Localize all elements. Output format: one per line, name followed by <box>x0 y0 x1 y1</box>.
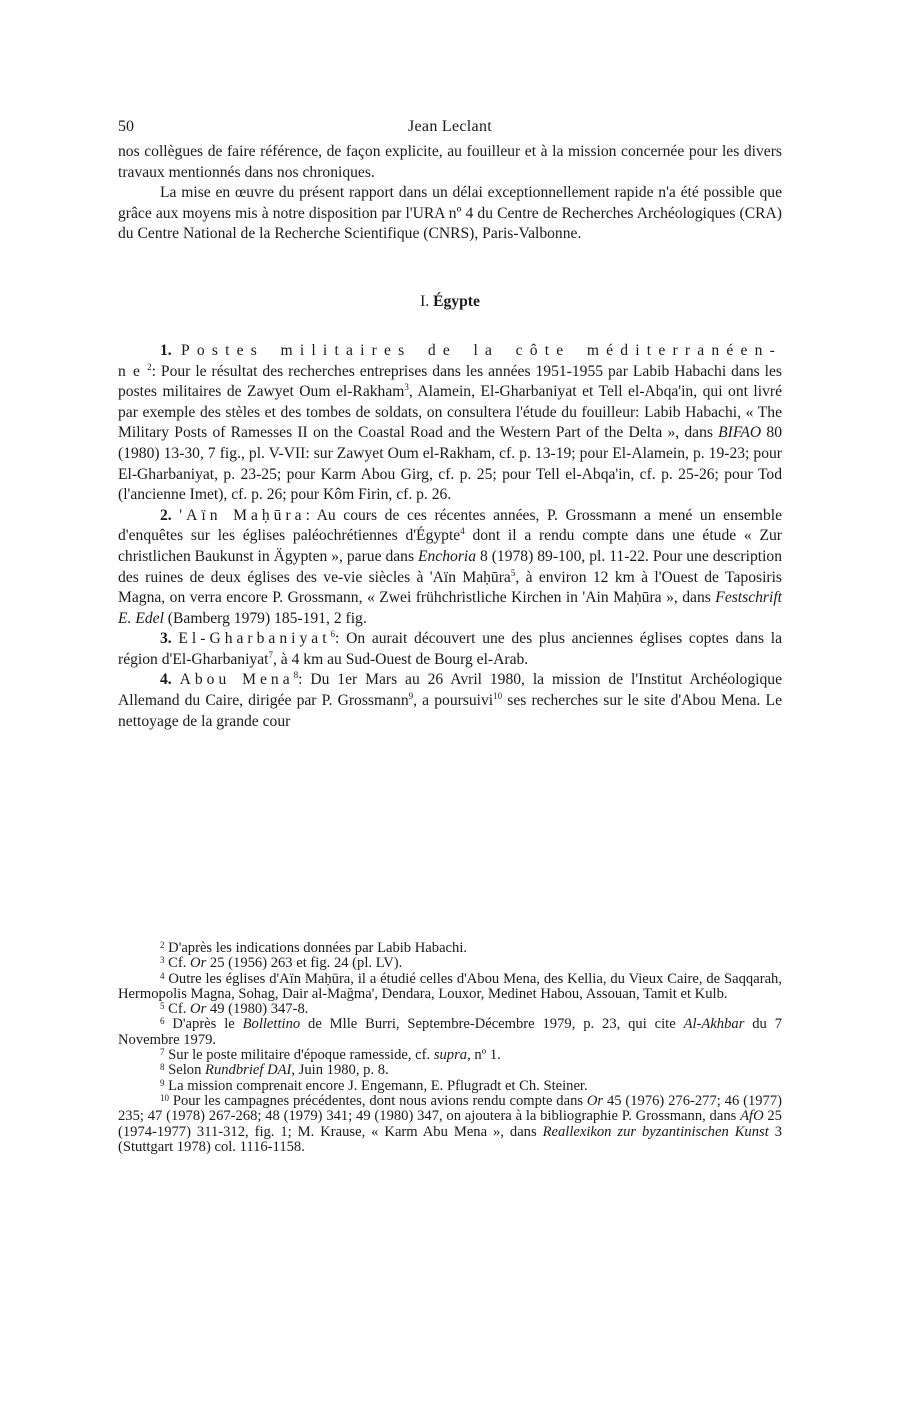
entry-1 <box>118 341 782 506</box>
footnote-number: 10 <box>160 1092 169 1103</box>
latin-term: supra <box>433 1047 468 1064</box>
journal-title: BIFAO <box>718 424 762 442</box>
entry-heading: Abou Mena <box>179 671 294 689</box>
footnote-ref: 2 <box>147 361 152 372</box>
footnote-5 <box>118 1002 782 1017</box>
entry-text: , a poursuivi <box>413 692 494 710</box>
footnote-number: 3 <box>160 955 165 966</box>
entry-number: 4. <box>160 671 172 689</box>
footnote-text: Selon <box>168 1062 206 1079</box>
footnote-6 <box>118 1017 782 1048</box>
entry-3 <box>118 629 782 670</box>
entry-number: 2. <box>160 506 172 524</box>
section-title: Égypte <box>433 292 480 310</box>
entry-text: (Bamberg 1979) 185-191, 2 fig. <box>163 609 367 627</box>
footnote-ref: 5 <box>510 567 516 578</box>
footnote-text: Sur le poste militaire d'époque ramesside, cf. <box>168 1047 434 1064</box>
footnote-text: 25 (1974-1977) 311-312, fig. 1; M. Krause, « Karm Abu Mena », dans <box>118 1108 782 1140</box>
entry-text: : Du 1er Mars au 26 Avril 1980, la mission de l'Institut Archéologique Allemand du Caire, dirigée par P. Grossmann <box>118 671 782 710</box>
footnote-number: 4 <box>160 970 165 981</box>
footnote-ref: 10 <box>493 691 503 702</box>
journal-title: Bollettino <box>242 1016 301 1033</box>
footnote-text: D'après les indications données par Labib Habachi. <box>168 940 468 956</box>
page-number: 50 <box>118 118 134 135</box>
footnote-text: , Juin 1980, p. 8. <box>291 1062 389 1079</box>
footnote-text: du 7 Novembre 1979. <box>118 1016 782 1048</box>
footnote-4 <box>118 972 782 1003</box>
footnote-text: , nº 1. <box>467 1047 501 1064</box>
footnote-number: 5 <box>160 1001 165 1012</box>
section-heading <box>118 293 782 311</box>
footnote-number: 9 <box>160 1077 165 1088</box>
footnote-ref: 3 <box>404 382 409 393</box>
footnote-text: Pour les campagnes précédentes, dont nous avions rendu compte dans <box>172 1092 587 1109</box>
footnotes <box>118 941 782 1155</box>
entry-text: 80 (1980) 13-30, 7 fig., pl. V-VII: sur Zawyet Oum el-Rakham, cf. p. 13-19; pour El-Alamein, p. 19-23; pour El-Gharbaniyat, p. 23-25; pour Karm Abou Girg, cf. p. 25; pour Tell el-Abqa'in, cf. p. 25-26; pour Tod (l'ancienne Imet), cf. p. 26; pour Kôm Firin, cf. p. 26. <box>118 424 782 504</box>
entry-text: : Au cours de ces récentes années, P. Grossmann a mené un ensemble d'enquêtes sur les églises paléochrétiennes d'Égypte <box>118 506 782 545</box>
running-head: Jean Leclant <box>408 118 492 135</box>
entry-heading-cont: ne <box>118 362 148 380</box>
footnote-text: D'après le <box>172 1016 243 1033</box>
journal-title: AfO <box>740 1108 764 1125</box>
footnote-text: Cf. <box>168 955 191 972</box>
intro-paragraph-1: nos collègues de faire référence, de façon explicite, au fouilleur et à la mission concernée pour les divers travaux mentionnés dans nos chroniques. <box>118 143 782 181</box>
page-header <box>118 112 782 142</box>
journal-title: Al-Akhbar <box>683 1016 745 1033</box>
footnote-ref: 6 <box>330 629 336 640</box>
entry-2 <box>118 506 782 630</box>
footnote-10 <box>118 1094 782 1155</box>
journal-title: Or <box>190 1001 207 1018</box>
entry-4 <box>118 670 782 732</box>
footnote-ref: 9 <box>408 691 414 702</box>
book-title: Reallexikon zur byzantinischen Kunst <box>542 1123 769 1140</box>
journal-title: Or <box>190 955 207 972</box>
entry-heading: 'Aïn Maḥūra <box>179 506 306 524</box>
footnote-text: La mission comprenait encore J. Engemann, E. Pflugradt et Ch. Steiner. <box>168 1077 588 1094</box>
journal-title: Rundbrief DAI <box>205 1062 292 1079</box>
entry-number: 3. <box>160 630 172 648</box>
footnote-9 <box>118 1079 782 1094</box>
footnote-text: Cf. <box>168 1001 191 1018</box>
entry-text: dont il a rendu compte dans une étude « Zur christlichen Baukunst in Ägypten », parue dans <box>118 527 782 565</box>
intro-paragraph-2: La mise en œuvre du présent rapport dans un délai exceptionnellement rapide n'a été possible que grâce aux moyens mis à notre disposition par l'URA nº 4 du Centre de Recherches Archéologiques (CRA) du Centre National de la Recherche Scientifique (CNRS), Paris-Valbonne. <box>118 184 782 243</box>
footnote-3 <box>118 956 782 971</box>
footnote-2 <box>118 941 782 956</box>
footnote-text: de Mlle Burri, Septembre-Décembre 1979, p. 23, qui cite <box>300 1016 684 1033</box>
footnote-number: 7 <box>160 1047 165 1058</box>
entry-text: , à 4 km au Sud-Ouest de Bourg el-Arab. <box>272 650 529 668</box>
section-numeral: I. <box>420 292 430 310</box>
entry-text: , à environ 12 km à l'Ouest de Taposiris Magna, on verra encore P. Grossmann, « Zwei frühchristliche Kirchen in 'Ain Maḥūra », dans <box>118 568 782 607</box>
footnote-number: 6 <box>160 1016 165 1027</box>
entry-text: , Alamein, El-Gharbaniyat et Tell el-Abqa'in, qui ont livré par exemple des stèles et des tombes de soldats, on consultera l'étude du fouilleur: Labib Habachi, « The Military Posts of Ramesses II on the Coastal Road and the Western Part of the Delta », dans <box>118 383 783 442</box>
entry-text: : On aurait découvert une des plus anciennes églises coptes dans la région d'El-Gharbaniyat <box>118 630 782 668</box>
entry-text: 8 (1978) 89-100, pl. 11-22. Pour une description des ruines de deux églises des ve-vie siècles à 'Aïn Maḥūra <box>118 547 782 586</box>
entry-heading: Postes militaires de la côte méditerranéen- <box>180 341 782 359</box>
footnote-text: 45 (1976) 276-277; 46 (1977) 235; 47 (1978) 267-268; 48 (1979) 341; 49 (1980) 347, on ajoutera à la bibliographie P. Grossmann, dans <box>118 1092 782 1125</box>
footnote-text: 3 (Stuttgart 1978) col. 1116-1158. <box>118 1123 782 1155</box>
book-title: Festschrift E. Edel <box>118 589 782 627</box>
footnote-number: 2 <box>160 940 165 950</box>
footnote-ref: 7 <box>268 649 273 660</box>
main-text <box>118 142 782 732</box>
journal-title: Or <box>586 1092 604 1109</box>
footnote-8 <box>118 1063 782 1078</box>
entry-text: : Pour le résultat des recherches entreprises dans les années 1951-1955 par Labib Habachi dans les postes militaires de Zawyet Oum el-Rakham <box>118 362 782 401</box>
footnote-ref: 4 <box>460 526 465 537</box>
footnote-number: 8 <box>160 1062 165 1073</box>
footnote-text: 49 (1980) 347-8. <box>206 1001 309 1018</box>
entry-heading: El-Gharbaniyat <box>178 630 331 648</box>
footnote-7 <box>118 1048 782 1063</box>
footnote-text: Outre les églises d'Aïn Maḥūra, il a étudié celles d'Abou Mena, des Kellia, du Vieux Caire, de Saqqarah, Hermopolis Magna, Sohag, Dair al-Mağma', Dendara, Louxor, Medinet Habou, Assouan, Tamit et Kulb. <box>118 970 782 1002</box>
entry-text: ses recherches sur le site d'Abou Mena. Le nettoyage de la grande cour <box>118 692 782 730</box>
page-body <box>118 112 782 732</box>
entry-number: 1. <box>160 341 172 359</box>
journal-title: Enchoria <box>417 547 477 565</box>
footnote-text: 25 (1956) 263 et fig. 24 (pl. LV). <box>206 955 403 972</box>
footnote-ref: 8 <box>293 670 299 681</box>
